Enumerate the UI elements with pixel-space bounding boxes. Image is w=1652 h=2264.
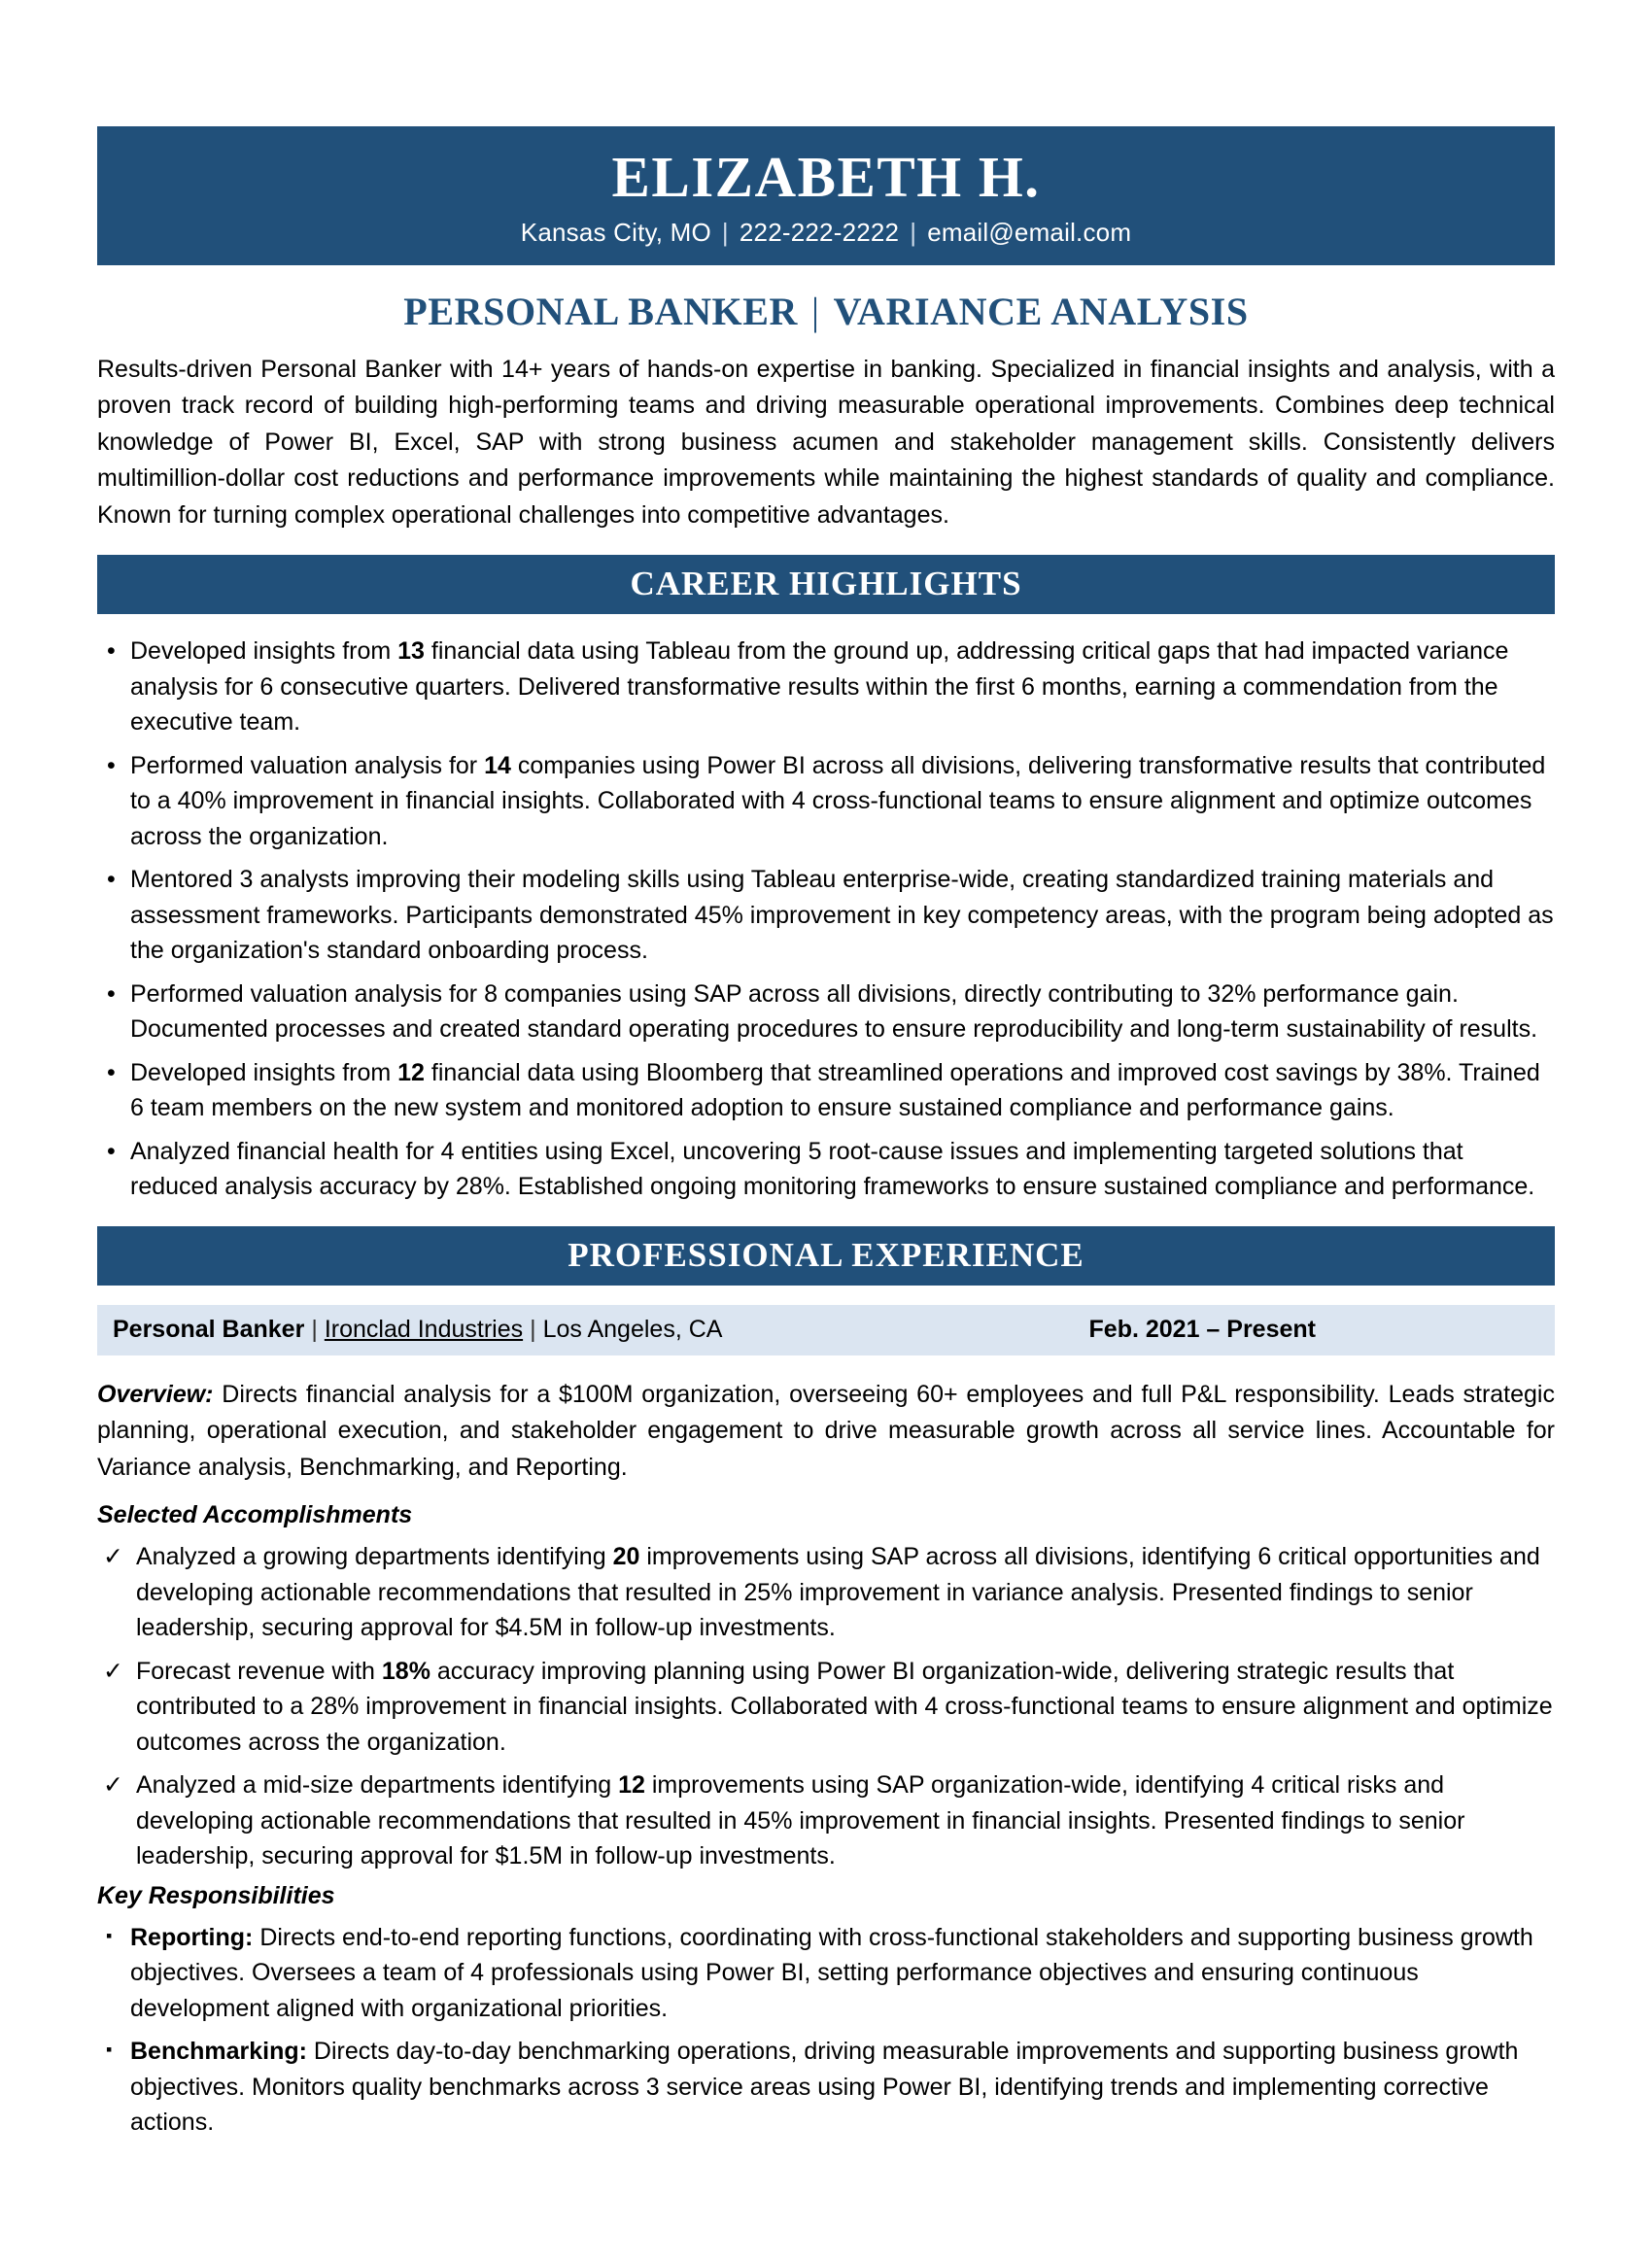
accomplishment-text-cont: improvements using SAP organization-wide, identifying 4 critical risks and developing actionable recommendations that resulted in 45% improvement in financial insights. Presented findings to senior leadership, securing approval for $1.5M in follow-up investments. bbox=[136, 1771, 1465, 1870]
accomplishment-marker-icon: ✓ bbox=[103, 1543, 123, 1571]
list-item bbox=[97, 634, 1555, 740]
highlight-marker-icon: • bbox=[107, 979, 116, 1008]
list-item bbox=[97, 1055, 1555, 1126]
job-header-bar bbox=[97, 1305, 1555, 1355]
headline-divider: | bbox=[811, 289, 820, 333]
job-company[interactable]: Ironclad Industries bbox=[324, 1315, 524, 1343]
accomplishment-metric: 12 bbox=[618, 1771, 645, 1800]
selected-accomplishments-list bbox=[97, 1539, 1555, 1874]
highlight-metric: 14 bbox=[484, 751, 511, 779]
responsibility-text: Directs day-to-day benchmarking operations, driving measurable improvements and supporting business growth objectives. Monitors quality benchmarks across 3 service areas using Power BI, identifying trends and implementing corrective actions. bbox=[130, 2038, 1519, 2137]
highlight-text: Developed insights from bbox=[130, 1058, 398, 1086]
section-banner-career-highlights: CAREER HIGHLIGHTS bbox=[97, 555, 1555, 614]
job-overview bbox=[97, 1377, 1555, 1487]
responsibility-marker-icon: ▪ bbox=[106, 1925, 113, 1945]
contact-separator-1: | bbox=[721, 217, 729, 247]
list-item bbox=[97, 1134, 1555, 1205]
responsibility-label: Benchmarking: bbox=[130, 2038, 307, 2066]
professional-summary: Results-driven Personal Banker with 14+ years of hands-on expertise in banking. Specialized in financial insights and analysis, with a proven track record of building high-performing teams and driving measurable operational improvements. Combines deep technical knowledge of Power BI, Excel, SAP with strong business acumen and stakeholder management skills. Consistently delivers multimillion-dollar cost reductions and performance improvements while maintaining the highest standards of quality and compliance. Known for turning complex operational challenges into competitive advantages. bbox=[97, 355, 1555, 529]
job-dates: Feb. 2021 – Present bbox=[1088, 1315, 1316, 1343]
highlight-text: Performed valuation analysis for 8 companies using SAP across all divisions, directly contributing to 32% performance gain. Documented processes and created standard operating procedures to ensure reproducibility and long-term sustainability of results. bbox=[130, 979, 1538, 1044]
list-item bbox=[97, 2034, 1555, 2141]
accomplishment-text: Analyzed a growing departments identifying bbox=[136, 1543, 613, 1571]
accomplishment-text: Analyzed a mid-size departments identifying bbox=[136, 1771, 619, 1800]
list-item bbox=[97, 862, 1555, 969]
highlight-marker-icon: • bbox=[107, 1058, 116, 1086]
list-item bbox=[97, 1920, 1555, 2027]
resume-header bbox=[97, 126, 1555, 265]
contact-separator-2: | bbox=[910, 217, 917, 247]
responsibility-text: Directs end-to-end reporting functions, coordinating with cross-functional stakeholders and supporting business growth objectives. Oversees a team of 4 professionals using Power BI, setting performance objectives and ensuring continuous development aligned with organizational priorities. bbox=[130, 1923, 1533, 2022]
contact-email[interactable]: email@email.com bbox=[927, 217, 1132, 247]
highlight-text: Mentored 3 analysts improving their modeling skills using Tableau enterprise-wide, creating standardized training materials and assessment frameworks. Participants demonstrated 45% improvement in key competency areas, with the program being adopted as the organization's standard onboarding process. bbox=[130, 866, 1554, 965]
list-item bbox=[97, 748, 1555, 855]
list-item bbox=[97, 1539, 1555, 1646]
highlight-marker-icon: • bbox=[107, 751, 116, 779]
accomplishment-text-cont: accuracy improving planning using Power BI organization-wide, delivering strategic results that contributed to a 28% improvement in financial insights. Collaborated with 4 cross-functional teams to ensure alignment and optimize outcomes across the organization. bbox=[136, 1657, 1553, 1756]
headline-specialty: VARIANCE ANALYSIS bbox=[833, 289, 1249, 333]
job-overview-label: Overview: bbox=[97, 1380, 214, 1408]
resume-page bbox=[0, 126, 1652, 2264]
job-title: Personal Banker bbox=[113, 1315, 305, 1343]
contact-line bbox=[97, 218, 1555, 248]
highlight-marker-icon: • bbox=[107, 637, 116, 666]
highlight-text-cont: financial data using Bloomberg that streamlined operations and improved cost savings by 38%. Trained 6 team members on the new system and monitored adoption to ensure sustained compliance and performance gains. bbox=[130, 1058, 1540, 1122]
highlight-metric: 12 bbox=[397, 1058, 425, 1086]
selected-accomplishments-heading: Selected Accomplishments bbox=[97, 1501, 413, 1529]
highlight-text-cont: financial data using Tableau from the ground up, addressing critical gaps that had impacted variance analysis for 6 consecutive quarters. Delivered transformative results within the first 6 months, earning a commendation from the executive team. bbox=[130, 637, 1509, 737]
accomplishment-metric: 18% bbox=[381, 1657, 430, 1685]
highlight-marker-icon: • bbox=[107, 1137, 116, 1165]
highlight-text: Developed insights from bbox=[130, 637, 398, 666]
contact-phone[interactable]: 222-222-2222 bbox=[739, 217, 900, 247]
job-identity bbox=[113, 1316, 722, 1344]
highlight-marker-icon: • bbox=[107, 866, 116, 894]
accomplishment-metric: 20 bbox=[612, 1543, 640, 1571]
list-item bbox=[97, 1654, 1555, 1761]
key-responsibilities-list bbox=[97, 1920, 1555, 2141]
list-item bbox=[97, 1767, 1555, 1874]
contact-location: Kansas City, MO bbox=[520, 217, 711, 247]
resume-headline bbox=[97, 289, 1555, 334]
highlight-metric: 13 bbox=[397, 637, 425, 666]
job-location: Los Angeles, CA bbox=[542, 1315, 723, 1343]
accomplishment-text-cont: improvements using SAP across all divisions, identifying 6 critical opportunities and developing actionable recommendations that resulted in 25% improvement in variance analysis. Presented findings to senior leadership, securing approval for $4.5M in follow-up investments. bbox=[136, 1543, 1540, 1642]
highlight-text: Performed valuation analysis for bbox=[130, 751, 485, 779]
responsibility-label: Reporting: bbox=[130, 1923, 254, 1951]
highlight-text-cont: companies using Power BI across all divisions, delivering transformative results that contributed to a 40% improvement in financial insights. Collaborated with 4 cross-functional teams to ensure alignment and optimize outcomes across the organization. bbox=[130, 751, 1546, 850]
key-responsibilities-heading: Key Responsibilities bbox=[97, 1881, 335, 1909]
responsibility-marker-icon: ▪ bbox=[106, 2040, 113, 2060]
list-item bbox=[97, 977, 1555, 1047]
headline-role: PERSONAL BANKER bbox=[403, 289, 799, 333]
section-banner-professional-experience: PROFESSIONAL EXPERIENCE bbox=[97, 1226, 1555, 1286]
accomplishment-marker-icon: ✓ bbox=[103, 1657, 123, 1685]
job-overview-text: Directs financial analysis for a $100M organization, overseeing 60+ employees and full P&L responsibility. Leads strategic planning, operational execution, and stakeholder engagement to drive measurable growth across all service lines. Accountable for Variance analysis, Benchmarking, and Reporting. bbox=[97, 1380, 1555, 1481]
job-separator-2: | bbox=[530, 1315, 536, 1343]
candidate-name: ELIZABETH H. bbox=[611, 145, 1041, 209]
highlight-text: Analyzed financial health for 4 entities using Excel, uncovering 5 root-cause issues and implementing targeted solutions that reduced analysis accuracy by 28%. Established ongoing monitoring frameworks to ensure sustained compliance and performance. bbox=[130, 1137, 1535, 1201]
job-separator-1: | bbox=[311, 1315, 318, 1343]
accomplishment-marker-icon: ✓ bbox=[103, 1771, 123, 1800]
career-highlights-list bbox=[97, 634, 1555, 1205]
accomplishment-text: Forecast revenue with bbox=[136, 1657, 382, 1685]
